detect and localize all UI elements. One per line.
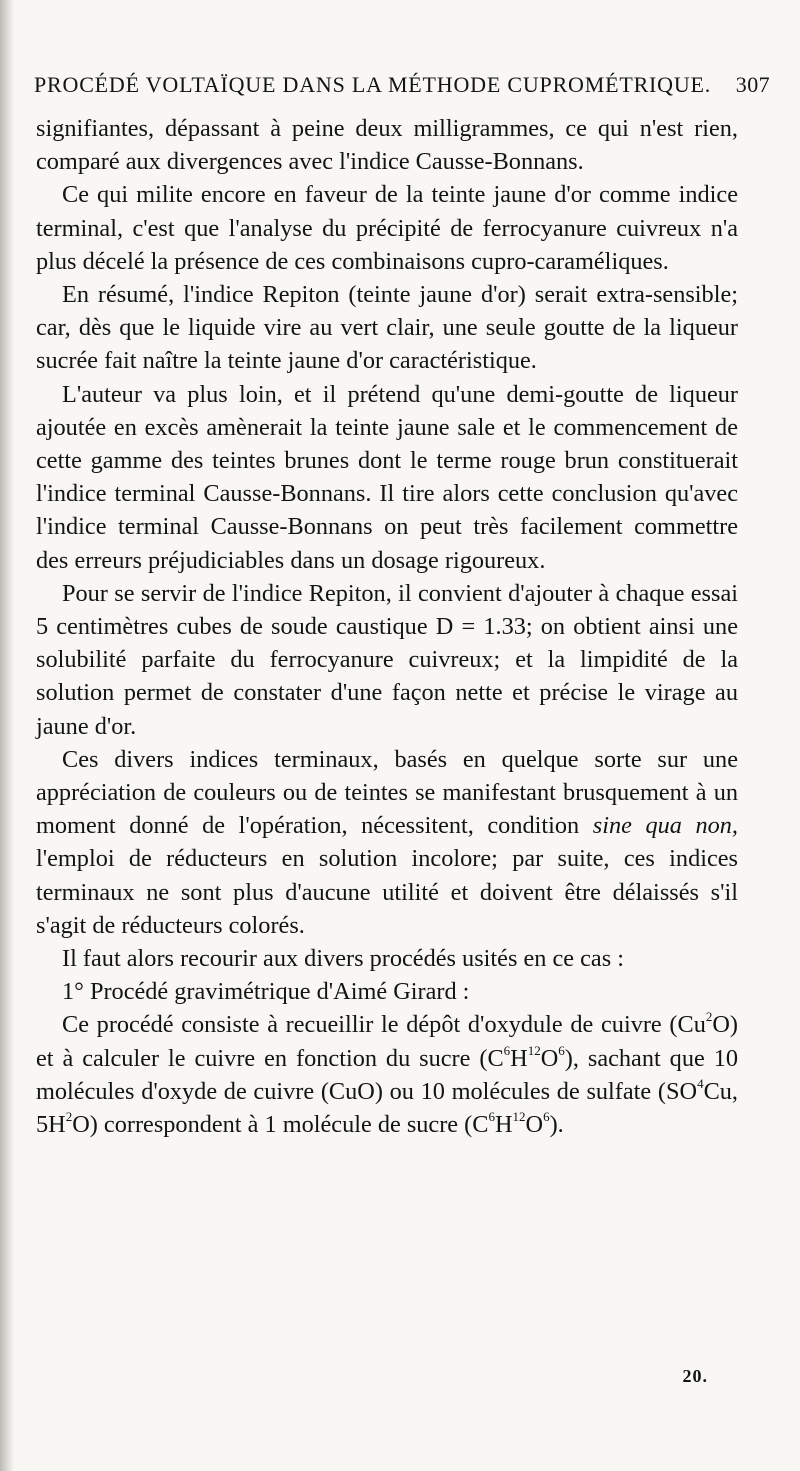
formula-index: 6 (558, 1042, 565, 1058)
formula-index: 12 (512, 1109, 526, 1124)
formula-index: 12 (527, 1042, 541, 1058)
text-run: O) et à calculer le cuivre en fonction du sucre (C (36, 1011, 738, 1072)
text-run: ). (549, 1111, 564, 1139)
paragraph (36, 1008, 738, 1141)
formula-index: 6 (488, 1109, 495, 1124)
paragraph: Il faut alors recourir aux divers procédés usités en ce cas : (62, 945, 624, 973)
text-run: ), sachant que 10 molécules d'oxyde de cuivre (CuO) ou 10 molécules de sulfate (SO (36, 1044, 738, 1105)
page-gutter-shadow (0, 0, 14, 1471)
paragraph: Pour se servir de l'indice Repiton, il convient d'ajouter à chaque essai 5 centimètres cubes de soude caustique D = 1.33; on obtient ainsi une solubilité parfaite du ferrocyanure cuivreux; et la limpidité de la solution permet de constater d'une façon nette et précise le virage au jaune d'or. (36, 579, 738, 740)
section-heading: 1° Procédé gravimétrique d'Aimé Girard : (62, 978, 470, 1006)
text-run: l'emploi de réducteurs en solution incolore; par suite, ces indices terminaux ne sont plus d'aucune utilité et doivent être délaissés s'il s'agit de réducteurs colorés. (36, 845, 738, 939)
text-run: H (510, 1044, 528, 1072)
paragraph: En résumé, l'indice Repiton (teinte jaune d'or) serait extra-sensible; car, dès que le liquide vire au vert clair, une seule goutte de la liqueur sucrée fait naître la teinte jaune d'or caractéristique. (36, 281, 738, 375)
italic-phrase: sine qua non, (592, 812, 739, 840)
text-run: O (540, 1044, 559, 1072)
text-run: H (494, 1111, 513, 1139)
page-header (34, 72, 770, 98)
text-run: Ce procédé consiste à recueillir le dépôt d'oxydule de cuivre (Cu (62, 1011, 706, 1039)
text-run: O) correspondent à 1 molécule de sucre (C (72, 1111, 489, 1139)
text-run: Cu, 5H (36, 1077, 738, 1139)
paragraph (36, 743, 738, 942)
running-head: PROCÉDÉ VOLTAÏQUE DANS LA MÉTHODE CUPROMÉTRIQUE. (34, 72, 712, 97)
text-run: O (525, 1111, 544, 1139)
formula-index: 6 (503, 1042, 511, 1058)
paragraph: L'auteur va plus loin, et il prétend qu'une demi-goutte de liqueur ajoutée en excès amènerait la teinte jaune sale et le commencement de cette gamme des teintes brunes dont le terme rouge brun constituerait l'indice terminal Causse-Bonnans. Il tire alors cette conclusion qu'avec l'indice terminal Causse-Bonnans on peut très facilement commettre des erreurs préjudiciables dans un dosage rigoureux. (36, 380, 738, 574)
paragraph: Ce qui milite encore en faveur de la teinte jaune d'or comme indice terminal, c'est que l'analyse du précipité de ferrocyanure cuivreux n'a plus décelé la présence de ces combinaisons cupro-caraméliques. (36, 181, 738, 275)
paragraph: signifiantes, dépassant à peine deux milligrammes, ce qui n'est rien, comparé aux divergences avec l'indice Causse-Bonnans. (36, 115, 738, 176)
formula-index: 4 (697, 1075, 704, 1091)
signature-mark: 20. (682, 1366, 708, 1386)
body-text (36, 112, 738, 1141)
text-run: Ces divers indices terminaux, basés en quelque sorte sur une appréciation de couleurs ou de teintes se manifestant brusquement à un moment donné de l'opération, nécessitent, condition (36, 745, 738, 840)
formula-index: 6 (543, 1109, 550, 1124)
formula-index: 2 (65, 1109, 73, 1124)
page-number: 307 (735, 72, 770, 97)
formula-index: 2 (705, 1009, 713, 1025)
